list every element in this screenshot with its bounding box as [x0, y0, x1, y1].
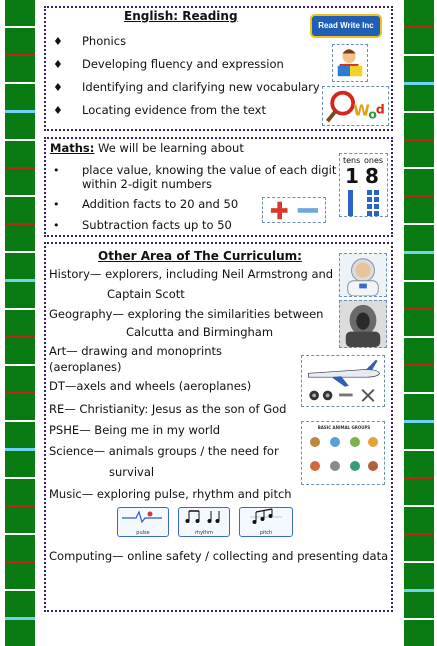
music-line: Music— exploring pulse, rhythm and pitch	[49, 487, 292, 501]
science-line-1: Science— animals groups / the need for	[49, 444, 279, 458]
border-tile	[404, 451, 434, 477]
ones-digit: 8	[365, 164, 379, 188]
bullet-icon: •	[53, 219, 60, 232]
maths-item-1b: within 2-digit numbers	[82, 177, 213, 191]
svg-text:o: o	[368, 107, 377, 122]
border-tile	[5, 253, 35, 279]
border-tile	[404, 592, 434, 618]
border-tile	[404, 113, 434, 139]
science-line-2: survival	[109, 465, 155, 479]
re-line: RE— Christianity: Jesus as the son of God	[49, 402, 287, 416]
animal-grid-icon	[305, 432, 383, 482]
border-tile	[404, 254, 434, 280]
border-tile	[404, 394, 434, 420]
animal-groups-chart	[301, 421, 385, 485]
tens-label: tens	[343, 156, 361, 165]
border-tile	[5, 422, 35, 448]
art-line-1: Art— drawing and monoprints	[49, 344, 223, 358]
border-tile	[5, 282, 35, 308]
maths-title: Maths:	[50, 141, 95, 155]
border-tile	[5, 113, 35, 139]
border-tile	[5, 28, 35, 54]
maths-heading	[50, 141, 244, 155]
geography-line-1: Geography— exploring the similarities between	[49, 307, 324, 321]
english-panel	[44, 6, 393, 131]
pitch-notes-icon	[240, 508, 292, 526]
border-tile	[5, 479, 35, 505]
tens-digit: 1	[345, 164, 359, 188]
curriculum-title: Other Area of The Curriculum:	[98, 249, 302, 263]
bullet-icon: ♦	[53, 81, 63, 94]
bullet-icon: ♦	[53, 104, 63, 117]
border-tile	[404, 507, 434, 533]
english-item-4: Locating evidence from the text	[82, 103, 266, 117]
bullet-icon: ♦	[53, 58, 63, 71]
border-tile	[5, 197, 35, 223]
english-item-2: Developing fluency and expression	[82, 57, 284, 71]
music-card-rhythm	[178, 507, 230, 537]
left-border-strip	[5, 0, 35, 621]
border-tile	[5, 507, 35, 533]
explorer-photo	[339, 300, 387, 348]
music-card-pulse	[117, 507, 169, 537]
border-tile	[5, 338, 35, 364]
border-tile	[5, 141, 35, 167]
plus-minus-icon	[262, 197, 326, 223]
border-tile	[5, 535, 35, 561]
border-tile	[5, 84, 35, 110]
border-tile	[404, 535, 434, 561]
base-ten-blocks-icon	[343, 190, 387, 216]
border-tile	[5, 591, 35, 617]
reading-child-icon	[332, 44, 368, 82]
border-tile	[404, 310, 434, 336]
border-tile	[5, 366, 35, 392]
pulse-icon	[118, 508, 168, 526]
border-tile	[404, 282, 434, 308]
dt-line: DT—axels and wheels (aeroplanes)	[49, 379, 252, 393]
maths-item-3: Subtraction facts up to 50	[82, 218, 232, 232]
border-tile	[5, 620, 35, 646]
border-tile	[404, 28, 434, 54]
pitch-label: pitch	[259, 530, 273, 536]
maths-item-2: Addition facts to 20 and 50	[82, 197, 239, 211]
pulse-label: pulse	[136, 530, 150, 536]
svg-text:W: W	[353, 101, 370, 120]
border-tile	[404, 479, 434, 505]
border-tile	[5, 451, 35, 477]
geography-line-2: Calcutta and Birmingham	[126, 325, 274, 339]
border-tile	[5, 394, 35, 420]
pshe-line: PSHE— Being me in my world	[49, 423, 221, 437]
bullet-icon: •	[53, 198, 60, 211]
computing-line: Computing— online safety / collecting and presenting data	[49, 549, 389, 563]
border-tile	[5, 56, 35, 82]
english-title: English: Reading	[124, 9, 238, 23]
border-tile	[5, 225, 35, 251]
border-tile	[5, 310, 35, 336]
bullet-icon: •	[53, 164, 60, 177]
border-tile	[404, 338, 434, 364]
border-tile	[404, 197, 434, 223]
rhythm-label: rhythm	[194, 530, 214, 536]
astronaut-photo	[339, 253, 387, 297]
history-line-2: Captain Scott	[107, 287, 185, 301]
border-tile	[404, 620, 434, 646]
maths-intro: We will be learning about	[98, 141, 244, 155]
ones-label: ones	[364, 156, 384, 165]
border-tile	[404, 366, 434, 392]
border-tile	[404, 0, 434, 26]
curriculum-panel	[44, 242, 393, 612]
rhythm-notes-icon	[179, 508, 229, 526]
border-tile	[404, 169, 434, 195]
border-tile	[404, 56, 434, 82]
border-tile	[5, 563, 35, 589]
read-write-inc-logo: Read Write Inc	[310, 14, 382, 38]
english-item-3: Identifying and clarifying new vocabulary	[82, 80, 320, 94]
right-border-strip	[404, 0, 434, 621]
border-tile	[5, 0, 35, 26]
border-tile	[5, 169, 35, 195]
word-magnifier-icon	[322, 86, 389, 126]
maths-item-1a: place value, knowing the value of each digit	[82, 163, 337, 177]
svg-text:d: d	[375, 102, 385, 117]
music-card-pitch	[239, 507, 293, 537]
aeroplane-wheels-icon	[301, 355, 385, 407]
border-tile	[404, 225, 434, 251]
animal-groups-chart-title: BASIC ANIMAL GROUPS	[317, 425, 371, 430]
border-tile	[404, 85, 434, 111]
art-line-2: (aeroplanes)	[49, 360, 122, 374]
maths-panel	[44, 137, 393, 237]
tens-ones-chart	[339, 153, 388, 217]
english-item-1: Phonics	[82, 34, 127, 48]
bullet-icon: ♦	[53, 35, 63, 48]
border-tile	[404, 563, 434, 589]
border-tile	[404, 423, 434, 449]
border-tile	[404, 141, 434, 167]
history-line-1: History— explorers, including Neil Armstrong and	[49, 267, 334, 281]
